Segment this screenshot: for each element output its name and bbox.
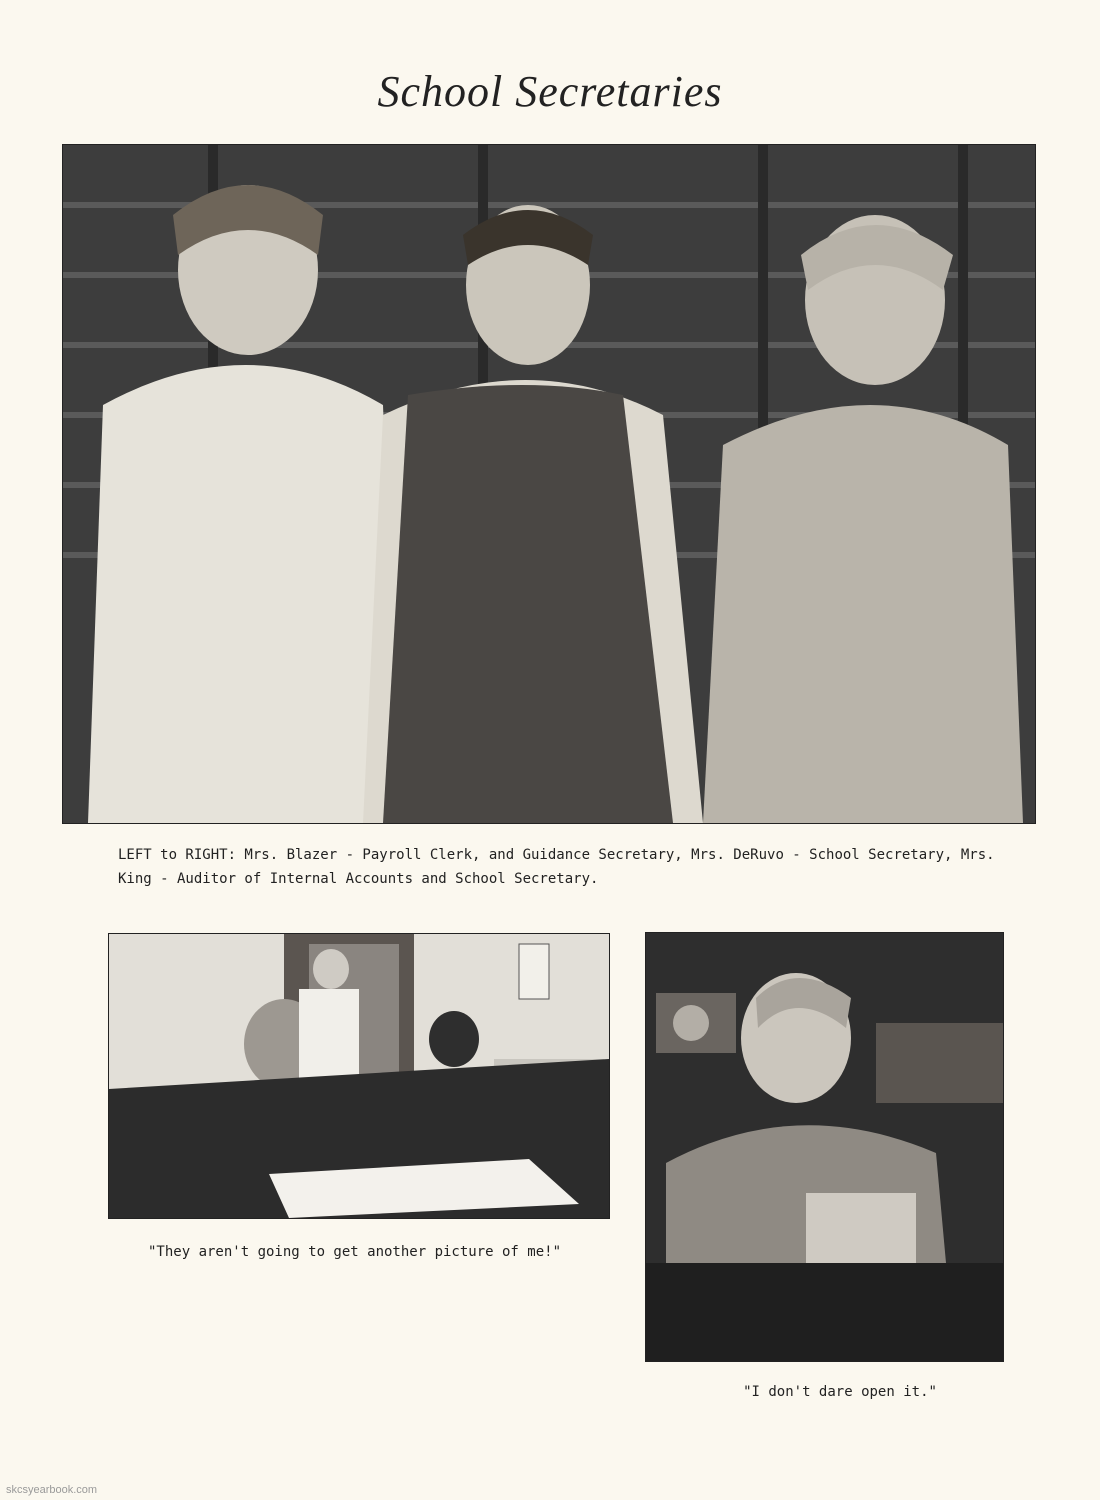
office-photo [108, 933, 610, 1219]
office-photo-caption: "They aren't going to get another picture of me!" [148, 1244, 562, 1260]
group-photo [62, 144, 1036, 824]
group-photo-caption: LEFT to RIGHT: Mrs. Blazer - Payroll Clerk, and Guidance Secretary, Mrs. DeRuvo - School Secretary, Mrs. King - Auditor of Internal Accounts and School Secretary. [118, 847, 995, 887]
package-photo-caption: "I don't dare open it." [743, 1384, 937, 1400]
watermark: skcsyearbook.com [6, 1484, 98, 1496]
page-title: School Secretaries [377, 67, 723, 116]
package-photo [645, 932, 1004, 1362]
